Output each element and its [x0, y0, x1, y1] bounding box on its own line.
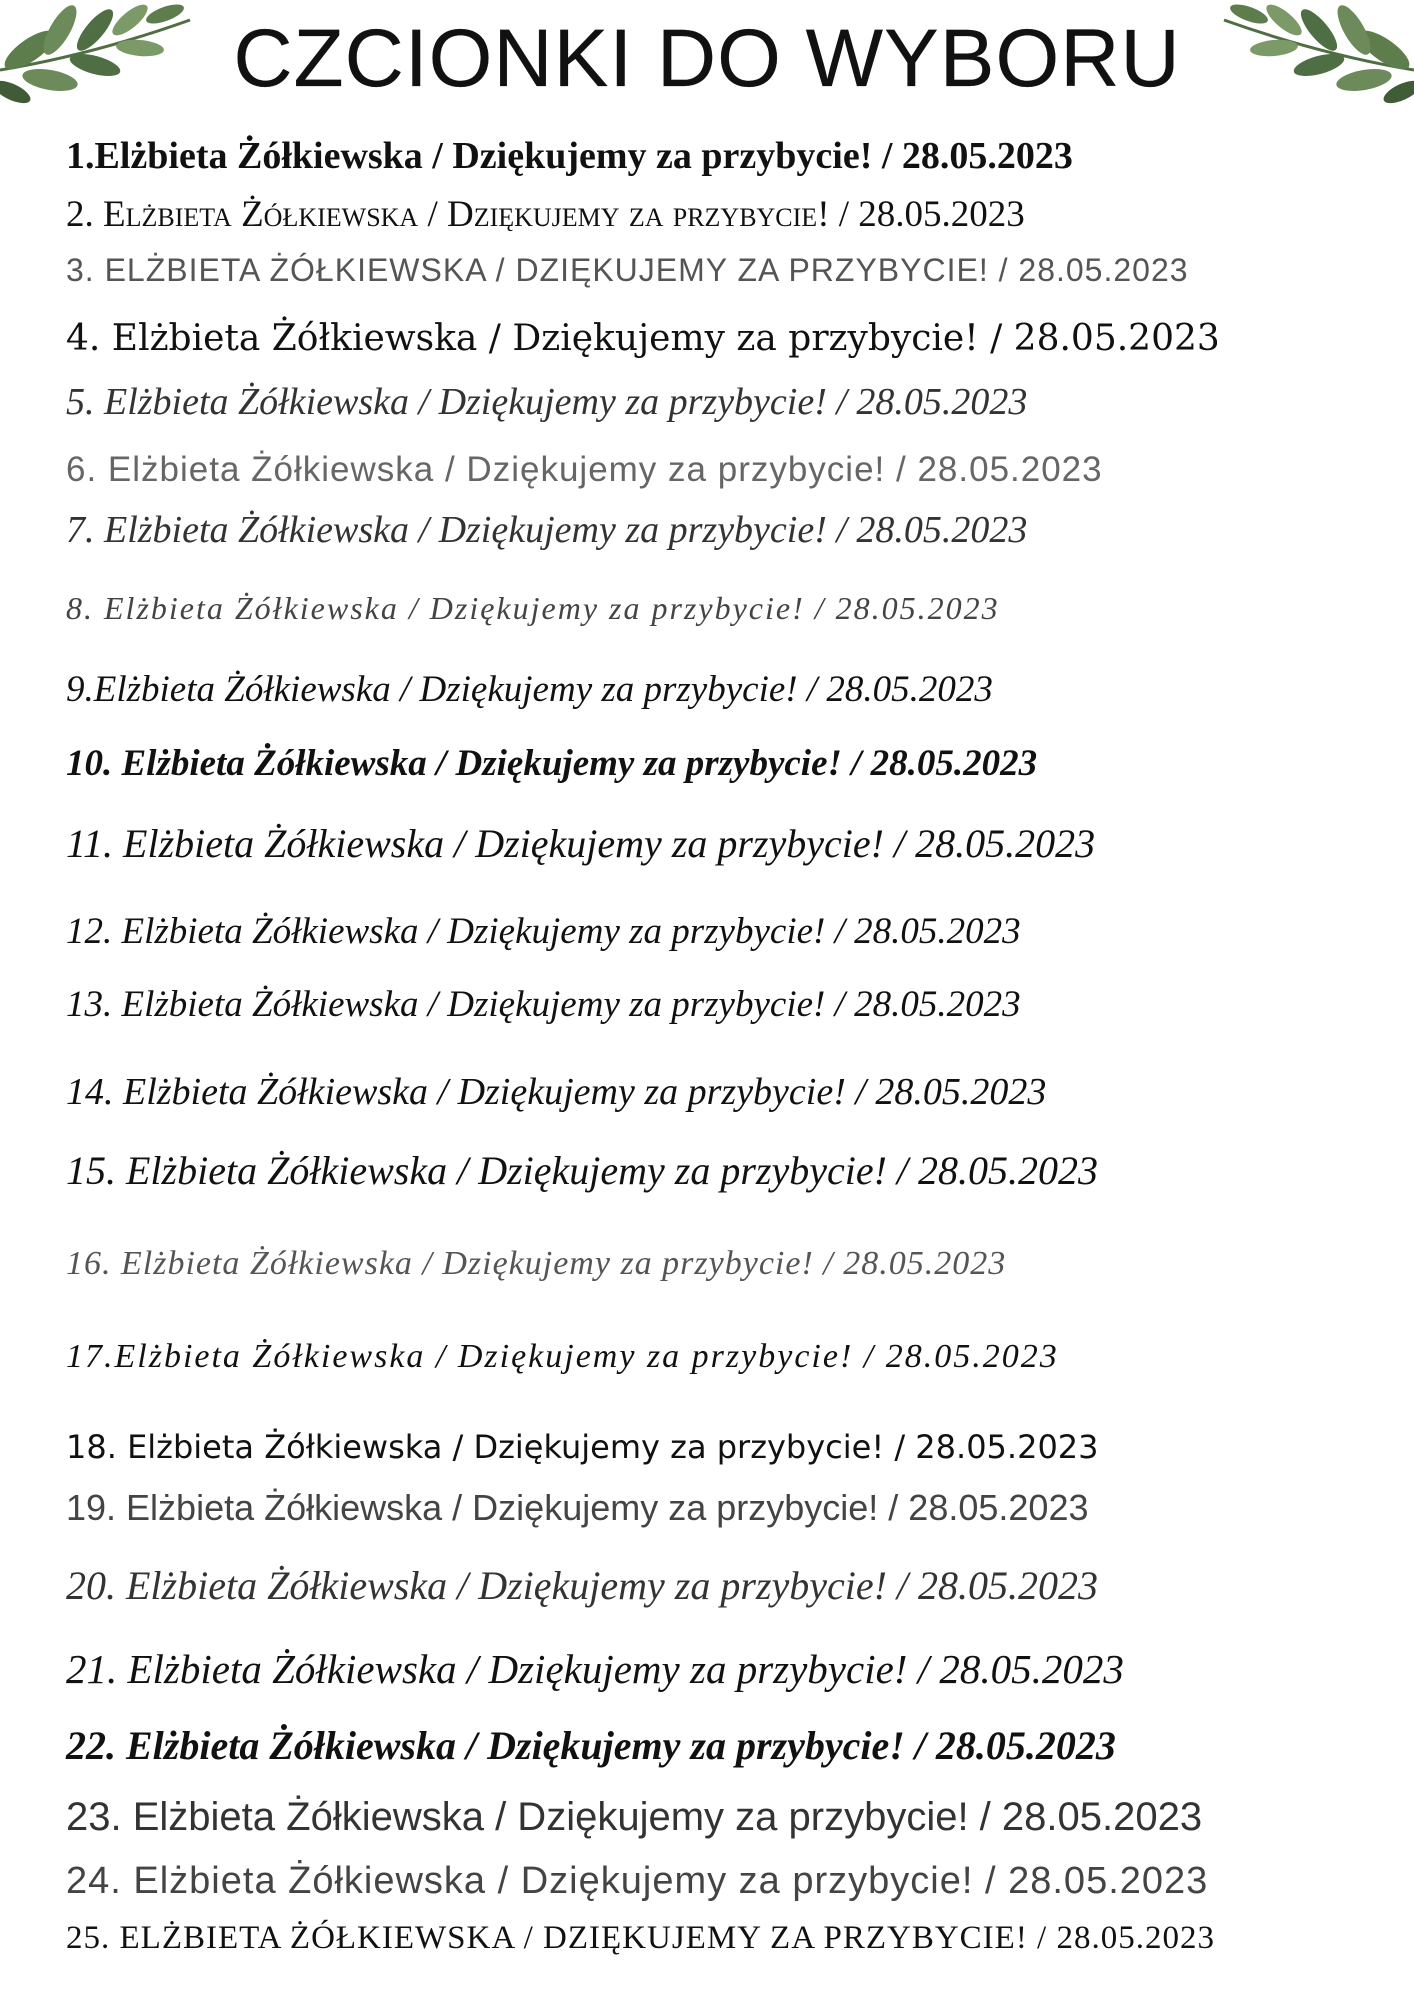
font-sample-21: 21. Elżbieta Żółkiewska / Dziękujemy za przybycie! / 28.05.2023	[66, 1646, 1124, 1692]
font-sample-14: 14. Elżbieta Żółkiewska / Dziękujemy za przybycie! / 28.05.2023	[66, 1071, 1047, 1113]
font-sample-20: 20. Elżbieta Żółkiewska / Dziękujemy za przybycie! / 28.05.2023	[66, 1563, 1099, 1608]
font-sample-3: 3. ELŻBIETA ŻÓŁKIEWSKA / DZIĘKUJEMY ZA PRZYBYCIE! / 28.05.2023	[66, 252, 1189, 288]
font-sample-17: 17.Elżbieta Żółkiewska / Dziękujemy za przybycie! / 28.05.2023	[66, 1338, 1059, 1375]
font-sample-9: 9.Elżbieta Żółkiewska / Dziękujemy za przybycie! / 28.05.2023	[66, 669, 993, 710]
font-sample-5: 5. Elżbieta Żółkiewska / Dziękujemy za przybycie! / 28.05.2023	[66, 381, 1028, 423]
page-title: CZCIONKI DO WYBORU	[233, 13, 1181, 104]
font-sample-2: 2. Elżbieta Żółkiewska / Dziękujemy za przybycie! / 28.05.2023	[66, 194, 1025, 235]
font-sample-16: 16. Elżbieta Żółkiewska / Dziękujemy za przybycie! / 28.05.2023	[66, 1245, 1007, 1282]
font-sample-7: 7. Elżbieta Żółkiewska / Dziękujemy za przybycie! / 28.05.2023	[66, 509, 1028, 551]
font-sample-22: 22. Elżbieta Żółkiewska / Dziękujemy za przybycie! / 28.05.2023	[66, 1723, 1116, 1768]
font-sample-19: 19. Elżbieta Żółkiewska / Dziękujemy za przybycie! / 28.05.2023	[66, 1487, 1089, 1528]
font-sample-25: 25. ELŻBIETA ŻÓŁKIEWSKA / DZIĘKUJEMY ZA PRZYBYCIE! / 28.05.2023	[66, 1920, 1215, 1956]
font-sample-23: 23. Elżbieta Żółkiewska / Dziękujemy za przybycie! / 28.05.2023	[66, 1795, 1203, 1839]
font-sample-18: 18. Elżbieta Żółkiewska / Dziękujemy za przybycie! / 28.05.2023	[66, 1428, 1099, 1466]
font-sample-15: 15. Elżbieta Żółkiewska / Dziękujemy za przybycie! / 28.05.2023	[66, 1148, 1099, 1193]
font-sample-6: 6. Elżbieta Żółkiewska / Dziękujemy za przybycie! / 28.05.2023	[66, 450, 1103, 489]
font-sample-24: 24. Elżbieta Żółkiewska / Dziękujemy za przybycie! / 28.05.2023	[66, 1860, 1209, 1902]
font-sample-12: 12. Elżbieta Żółkiewska / Dziękujemy za przybycie! / 28.05.2023	[66, 911, 1021, 952]
font-sample-4: 4. Elżbieta Żółkiewska / Dziękujemy za przybycie! / 28.05.2023	[66, 318, 1220, 359]
font-sample-11: 11. Elżbieta Żółkiewska / Dziękujemy za przybycie! / 28.05.2023	[66, 821, 1096, 866]
font-sample-13: 13. Elżbieta Żółkiewska / Dziękujemy za przybycie! / 28.05.2023	[66, 984, 1021, 1025]
font-sample-8: 8. Elżbieta Żółkiewska / Dziękujemy za przybycie! / 28.05.2023	[66, 590, 1000, 626]
font-sample-1: 1.Elżbieta Żółkiewska / Dziękujemy za przybycie! / 28.05.2023	[66, 135, 1073, 177]
font-sample-10: 10. Elżbieta Żółkiewska / Dziękujemy za przybycie! / 28.05.2023	[66, 743, 1038, 784]
